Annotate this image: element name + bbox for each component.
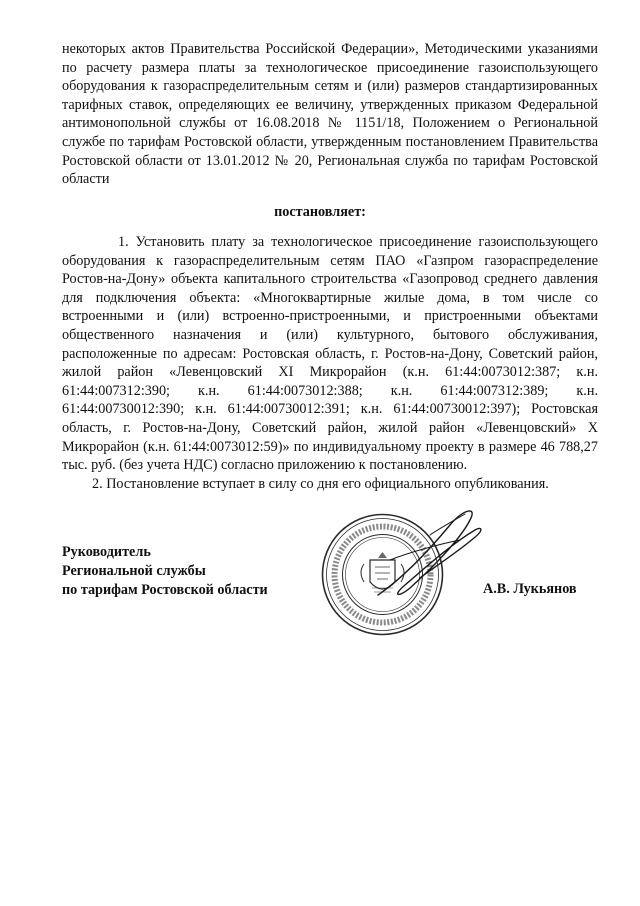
signatory-title-line-1: Руководитель (62, 544, 151, 560)
handwritten-signature-icon (370, 500, 490, 610)
signatory-name: А.В. Лукьянов (483, 581, 577, 597)
signatory-title (62, 543, 268, 600)
resolution-item-1: 1. Установить плату за технологическое присоединение газоиспользующего оборудования к газораспределительным сетям ПАО «Газпром газораспределение Ростов-на-Дону» объекта капитального строительства «Газопровод среднего давления для подключения объекта: «Многоквартирные жилые дома, в том числе со встроенными и (или) встроенно-пристроенными, и пристроенными объектами общественного назначения и (или) культурного, бытового обслуживания, расположенные по адресам: Ростовская область, г. Ростов-на-Дону, Советский район, жилой район «Левенцовский XI Микрорайон (к.н. 61:44:0073012:387; к.н. 61:44:007312:390; к.н. 61:44:0073012:388; к.н. 61:44:007312:389; к.н. 61:44:00730012:390; к.н. 61:44:00730012:391; к.н. 61:44:00730012:397); Ростовская область, г. Ростов-на-Дону, Советский район, жилой район «Левенцовский» X Микрорайон (к.н. 61:44:0073012:59)» по индивидуальному проекту в размере 46 788,27 тыс. руб. (без учета НДС) согласно приложению к постановлению. (62, 234, 598, 474)
signatory-title-line-3: по тарифам Ростовской области (62, 582, 268, 598)
signatory-title-line-2: Региональной службы (62, 563, 206, 579)
resolution-item-2: 2. Постановление вступает в силу со дня его официального опубликования. (92, 476, 549, 492)
resolves-heading: постановляет: (274, 204, 366, 220)
intro-paragraph: некоторых актов Правительства Российской Федерации», Методическими указаниями по расчету размера платы за технологическое присоединение газоиспользующего оборудования к газораспределительным сетям и (или) размеров стандартизированных тарифных ставок, определяющих ее величину, утвержденных приказом Федеральной антимонопольной службы от 16.08.2018 № 1151/18, Положением о Региональной службе по тарифам Ростовской области, утвержденным постановлением Правительства Ростовской области от 13.01.2012 № 20, Региональная служба по тарифам Ростовской области (62, 41, 598, 188)
